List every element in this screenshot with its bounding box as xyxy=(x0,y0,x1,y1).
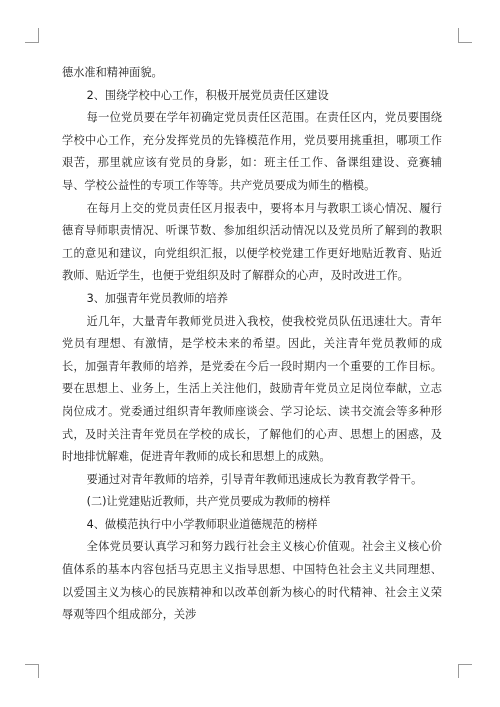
body-paragraph: 全体党员要认真学习和努力践行社会主义核心价值观。社会主义核心价值体系的基本内容包括马克思主义指导思想、中国特色社会主义共同理想、以爱国主义为核心的民族精神和以改革创新为核心的时代精神、社会主义荣辱观等四个组成部分，关涉 xyxy=(62,540,442,622)
body-paragraph: 要通过对青年教师的培养，引导青年教师迅速成长为教育教学骨干。 xyxy=(86,472,423,486)
section-heading-4: 4、做模范执行中小学教师职业道德规范的榜样 xyxy=(86,517,318,531)
section-heading-2: 2、围绕学校中心工作，积极开展党员责任区建设 xyxy=(86,88,329,102)
section-heading-part-2: (二)让党建贴近教师，共产党员要成为教师的榜样 xyxy=(86,495,331,509)
paragraph-continuation: 德水准和精神面貌。 xyxy=(62,66,163,79)
body-paragraph: 近几年，大量青年教师党员进入我校，使我校党员队伍迅速壮大。青年党员有理想、有激情，是学校未来的希望。因此，关注青年党员教师的成长，加强青年教师的培养，是党委在今后一段时期内一个重要的工作目标。要在思想上、业务上，生活上关注他们，鼓励青年党员立足岗位奉献，立志岗位成才。党委通过组织青年教师座谈会、学习论坛、读书交流会等多种形式，及时关注青年党员在学校的成长，了解他们的心声、思想上的困惑，及时地排忧解难，促进青年教师的成长和思想上的成熟。 xyxy=(62,314,442,464)
body-paragraph: 每一位党员要在学年初确定党员责任区范围。在责任区内，党员要围绕学校中心工作，充分发挥党员的先锋模范作用，党员要用挑重担，哪项工作艰苦，那里就应该有党员的身影，如：班主任工作、备课组建设、竞赛辅导、学校公益性的专项工作等等。共产党员要成为师生的楷模。 xyxy=(62,111,442,192)
body-paragraph: 在每月上交的党员责任区月报表中，要将本月与教职工谈心情况、履行德育导师职责情况、听课节数、参加组织活动情况以及党员所了解到的教职工的意见和建议，向党组织汇报，以便学校党建工作更好地贴近教育、贴近教师、贴近学生，也便于党组织及时了解群众的心声，及时改进工作。 xyxy=(62,201,442,283)
document-body xyxy=(62,62,442,627)
section-heading-3: 3、加强青年党员教师的培养 xyxy=(86,291,228,305)
